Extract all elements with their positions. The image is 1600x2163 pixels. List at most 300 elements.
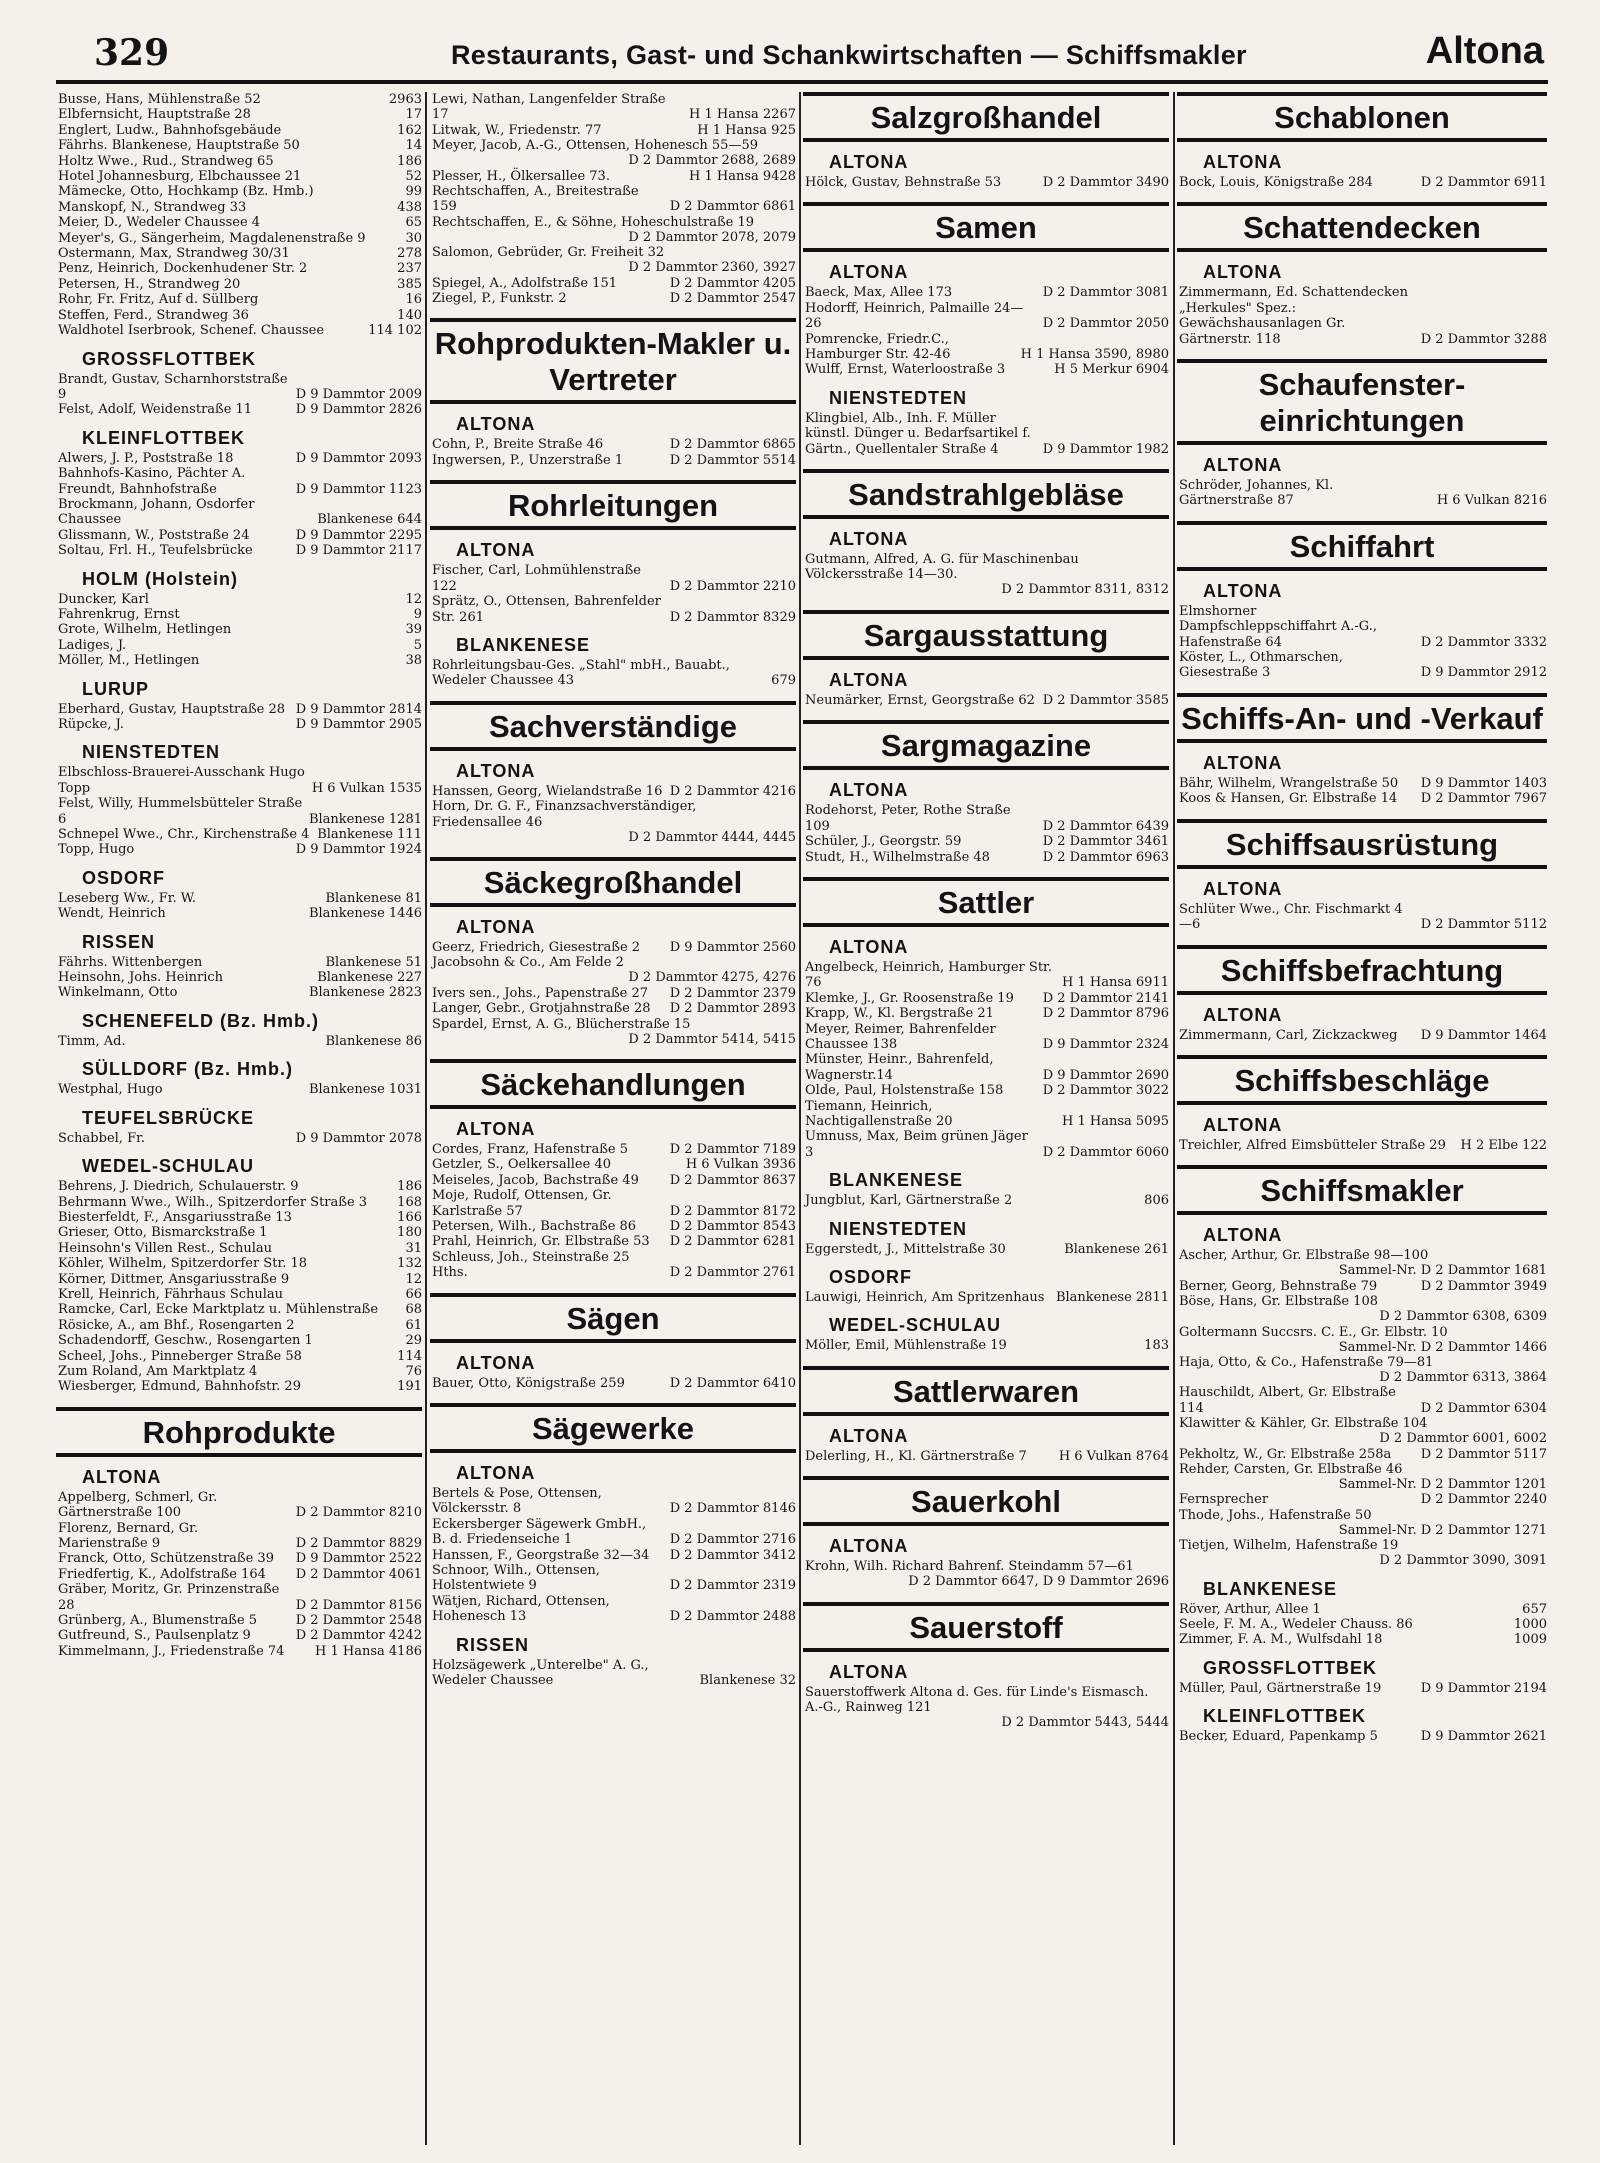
listing-phone: Sammel-Nr. D 2 Dammtor 1466 <box>1338 1339 1547 1355</box>
locality-heading: ALTONA <box>82 1466 162 1487</box>
listing-phone: 385 <box>397 276 422 292</box>
locality-heading: KLEINFLOTTBEK <box>82 427 245 448</box>
listing-name: Bahnhofs-Kasino, Pächter A. Freundt, Bahnhofstraße <box>58 466 246 497</box>
listing-phone: D 2 Dammtor 4216 <box>669 783 796 799</box>
listing-entry <box>1177 1617 1547 1632</box>
listing-phone: D 2 Dammtor 8156 <box>295 1597 422 1613</box>
category-banner: Schaufenster-einrichtungen <box>1177 359 1547 445</box>
listing-phone: Sammel-Nr. D 2 Dammtor 1201 <box>1338 1476 1547 1492</box>
listing-name: Meyer's, G., Sängerheim, Magdalenenstraße 9 <box>58 230 366 246</box>
listing-phone: D 2 Dammtor 8637 <box>669 1172 796 1188</box>
listing-entry <box>56 702 422 717</box>
listing-phone: D 2 Dammtor 8311, 8312 <box>1001 582 1169 598</box>
listing-entry <box>56 1225 422 1240</box>
listing-phone: D 9 Dammtor 2295 <box>295 527 422 543</box>
listing-entry <box>1177 478 1547 509</box>
listing-phone: H 6 Vulkan 8216 <box>1436 493 1547 509</box>
listing-phone: D 9 Dammtor 2690 <box>1042 1067 1169 1083</box>
listing-name: Fährhs. Blankenese, Hauptstraße 50 <box>58 138 300 154</box>
listing-name: Grote, Wilhelm, Hetlingen <box>58 622 232 638</box>
listing-phone: D 9 Dammtor 2621 <box>1420 1729 1547 1745</box>
listing-entry <box>56 261 422 276</box>
listing-phone: D 2 Dammtor 2547 <box>669 291 796 307</box>
listing-name: Krell, Heinrich, Fährhaus Schulau <box>58 1286 284 1302</box>
listing-phone: D 2 Dammtor 6865 <box>669 437 796 453</box>
listing-phone: D 2 Dammtor 8210 <box>295 1505 422 1521</box>
listing-entry <box>1177 1447 1547 1462</box>
listing-name: Ladiges, J. <box>58 637 127 653</box>
listing-name: Salomon, Gebrüder, Gr. Freiheit 32 <box>432 245 665 261</box>
listing-entry <box>803 362 1169 377</box>
listing-entry <box>56 528 422 543</box>
listing-entry <box>56 138 422 153</box>
listing-phone: D 2 Dammtor 3461 <box>1042 834 1169 850</box>
listing-entry <box>1177 1294 1547 1324</box>
listing-name: Leseberg Ww., Fr. W. <box>58 890 197 906</box>
listing-entry <box>56 1082 422 1097</box>
listing-entry <box>430 1157 796 1172</box>
listing-phone: H 6 Vulkan 1535 <box>311 780 422 796</box>
locality-heading: ALTONA <box>829 1536 909 1557</box>
category-banner: Säckehandlungen <box>430 1059 796 1109</box>
listing-phone: 180 <box>397 1225 422 1241</box>
listing-entry <box>430 1017 796 1047</box>
listing-name: Meiseles, Jacob, Bachstraße 49 <box>432 1172 639 1188</box>
listing-phone: Blankenese 644 <box>317 512 422 528</box>
listing-entry <box>803 1449 1169 1464</box>
listing-phone: D 9 Dammtor 1924 <box>295 842 422 858</box>
listing-entry <box>430 1548 796 1563</box>
listing-phone: 39 <box>405 622 422 638</box>
listing-phone: D 2 Dammtor 5514 <box>669 452 796 468</box>
listing-entry <box>56 1333 422 1348</box>
listing-phone: H 2 Elbe 122 <box>1460 1137 1547 1153</box>
listing-phone: 12 <box>405 1271 422 1287</box>
listing-phone: D 2 Dammtor 6861 <box>669 199 796 215</box>
listing-phone: D 2 Dammtor 2761 <box>669 1265 796 1281</box>
listing-name: Prahl, Heinrich, Gr. Elbstraße 53 <box>432 1234 650 1250</box>
listing-phone: D 2 Dammtor 6060 <box>1042 1144 1169 1160</box>
listing-name: Heinsohn, Johs. Heinrich <box>58 970 224 986</box>
listing-phone: D 2 Dammtor 2240 <box>1420 1492 1547 1508</box>
listing-phone: D 2 Dammtor 5117 <box>1420 1446 1547 1462</box>
listing-phone: Sammel-Nr. D 2 Dammtor 1271 <box>1338 1522 1547 1538</box>
listing-phone: D 2 Dammtor 8329 <box>669 609 796 625</box>
listing-name: Westphal, Hugo <box>58 1082 163 1098</box>
listing-phone: 114 102 <box>368 323 422 339</box>
locality-heading: ALTONA <box>456 540 536 561</box>
listing-entry <box>803 552 1169 598</box>
listing-phone: D 2 Dammtor 5414, 5415 <box>628 1031 796 1047</box>
category-banner: Sägen <box>430 1293 796 1343</box>
listing-phone: D 9 Dammtor 2560 <box>669 939 796 955</box>
listing-entry <box>56 765 422 796</box>
listing-entry <box>803 991 1169 1006</box>
listing-entry <box>803 1338 1169 1353</box>
listing-entry <box>56 1210 422 1225</box>
listing-entry <box>803 1242 1169 1257</box>
listing-name: Englert, Ludw., Bahnhofsgebäude <box>58 122 282 138</box>
listing-phone: Blankenese 1446 <box>308 906 422 922</box>
listing-phone: Sammel-Nr. D 2 Dammtor 1681 <box>1338 1263 1547 1279</box>
listing-entry <box>56 827 422 842</box>
listing-phone: 166 <box>397 1209 422 1225</box>
listing-entry <box>56 277 422 292</box>
listing-phone: D 2 Dammtor 6308, 6309 <box>1379 1309 1547 1325</box>
listing-phone: D 2 Dammtor 6439 <box>1042 818 1169 834</box>
listing-entry <box>803 1559 1169 1589</box>
listing-name: Zum Roland, Am Marktplatz 4 <box>58 1363 258 1379</box>
listing-phone: D 9 Dammtor 2905 <box>295 717 422 732</box>
listing-phone: Blankenese 86 <box>325 1033 422 1049</box>
listing-name: Pomrencke, Friedr.C., Hamburger Str. 42-46 <box>805 331 951 363</box>
listing-name: Krapp, W., Kl. Bergstraße 21 <box>805 1006 994 1022</box>
listing-entry <box>56 1613 422 1628</box>
listing-phone: 9 <box>413 606 422 622</box>
listing-name: Gräber, Moritz, Gr. Prinzenstraße 28 <box>58 1582 280 1613</box>
listing-name: Cordes, Franz, Hafenstraße 5 <box>432 1141 629 1157</box>
listing-entry <box>56 717 422 732</box>
listing-entry <box>56 592 422 607</box>
listing-name: Olde, Paul, Holstenstraße 158 <box>805 1083 1004 1099</box>
listing-phone: D 2 Dammtor 2319 <box>669 1578 796 1594</box>
locality-heading: NIENSTEDTEN <box>82 742 221 763</box>
listing-entry <box>56 107 422 122</box>
listing-phone: D 2 Dammtor 2141 <box>1042 990 1169 1006</box>
listing-name: Wendt, Heinrich <box>58 906 166 922</box>
listing-entry <box>803 960 1169 991</box>
listing-entry <box>430 955 796 985</box>
listing-entry <box>430 245 796 275</box>
listing-entry <box>56 372 422 403</box>
category-banner: Sauerstoff <box>803 1602 1169 1652</box>
listing-phone: 679 <box>771 673 796 689</box>
listing-name: Berner, Georg, Behnstraße 79 <box>1179 1278 1378 1294</box>
listing-name: Tietjen, Wilhelm, Hafenstraße 19 <box>1179 1538 1399 1554</box>
listing-name: Schadendorff, Geschw., Rosengarten 1 <box>58 1333 313 1349</box>
locality-heading: SÜLLDORF (Bz. Hmb.) <box>82 1059 293 1080</box>
category-banner: Sargausstattung <box>803 610 1169 660</box>
listing-name: Busse, Hans, Mühlenstraße 52 <box>58 92 261 107</box>
listing-entry <box>803 1052 1169 1083</box>
listing-phone: 114 <box>397 1348 422 1364</box>
listing-entry <box>430 1563 796 1594</box>
listing-phone: 14 <box>405 138 422 154</box>
listing-entry <box>430 1486 796 1517</box>
listing-name: Studt, H., Wilhelmstraße 48 <box>805 849 990 865</box>
listing-phone: D 9 Dammtor 1982 <box>1042 441 1169 457</box>
listing-phone: 237 <box>397 261 422 277</box>
listing-phone: 17 <box>405 107 422 123</box>
listing-phone: D 2 Dammtor 6410 <box>669 1375 796 1391</box>
listing-name: Timm, Ad. <box>58 1033 126 1049</box>
listing-phone: D 2 Dammtor 7189 <box>669 1141 796 1157</box>
category-banner: Rohprodukten-Makler u. Vertreter <box>430 318 796 404</box>
listing-name: Waldhotel Iserbrook, Schenef. Chaussee <box>58 323 325 339</box>
listing-name: Ziegel, P., Funkstr. 2 <box>432 291 567 307</box>
listing-name: Langer, Gebr., Grotjahnstraße 28 <box>432 1001 651 1017</box>
listing-entry <box>56 123 422 138</box>
listing-name: Alwers, J. P., Poststraße 18 <box>58 450 234 466</box>
listing-name: Holtz Wwe., Rud., Strandweg 65 <box>58 153 274 169</box>
listing-entry <box>56 842 422 857</box>
listing-name: Wulff, Ernst, Waterloostraße 3 <box>805 362 1006 378</box>
listing-phone: 278 <box>397 246 422 262</box>
listing-name: Hodorff, Heinrich, Palmaille 24—26 <box>805 300 1024 332</box>
listing-name: Hanssen, Georg, Wielandstraße 16 <box>432 783 663 799</box>
category-banner: Schiffsausrüstung <box>1177 819 1547 869</box>
listing-phone: Blankenese 32 <box>699 1673 796 1689</box>
page-number: 329 <box>94 32 170 74</box>
listing-entry <box>56 1318 422 1333</box>
listing-phone: 1009 <box>1513 1632 1547 1648</box>
listing-entry <box>1177 1325 1547 1355</box>
listing-phone: Blankenese 1281 <box>308 811 422 827</box>
listing-name: Plesser, H., Ölkersallee 73. <box>432 168 610 184</box>
listing-name: Sprätz, O., Ottensen, Bahrenfelder Str. 261 <box>432 594 661 625</box>
listing-name: Neumärker, Ernst, Georgstraße 62 <box>805 692 1035 708</box>
listing-entry <box>803 1083 1169 1098</box>
listing-phone: H 6 Vulkan 8764 <box>1058 1448 1169 1464</box>
listing-phone: H 1 Hansa 5095 <box>1062 1113 1169 1129</box>
listing-entry <box>56 1490 422 1521</box>
locality-heading: ALTONA <box>1203 1114 1283 1135</box>
listing-name: Duncker, Karl <box>58 591 149 607</box>
listing-entry <box>1177 175 1547 190</box>
listing-name: Elbschloss-Brauerei-Ausschank Hugo Topp <box>58 765 305 796</box>
listing-phone: D 2 Dammtor 5443, 5444 <box>1001 1715 1169 1731</box>
listing-entry <box>803 1129 1169 1160</box>
listing-name: Meier, D., Wedeler Chaussee 4 <box>58 215 261 231</box>
listing-phone: 38 <box>405 653 422 669</box>
listing-name: Cohn, P., Breite Straße 46 <box>432 437 604 453</box>
listing-entry <box>56 246 422 261</box>
listing-entry <box>803 1099 1169 1130</box>
listing-phone: 76 <box>405 1363 422 1379</box>
listing-entry <box>56 1551 422 1566</box>
listing-phone: D 2 Dammtor 8146 <box>669 1501 796 1517</box>
listing-entry <box>56 638 422 653</box>
listing-entry <box>56 796 422 827</box>
listing-phone: 140 <box>397 307 422 323</box>
listing-entry <box>430 940 796 955</box>
listing-phone: 186 <box>397 153 422 169</box>
listing-name: Rohr, Fr. Fritz, Auf d. Süllberg <box>58 292 259 308</box>
listing-name: Pekholtz, W., Gr. Elbstraße 258a <box>1179 1446 1392 1462</box>
locality-heading: GROSSFLOTTBEK <box>1203 1657 1377 1678</box>
locality-heading: RISSEN <box>82 931 156 952</box>
listing-entry <box>803 693 1169 708</box>
listing-name: Fährhs. Wittenbergen <box>58 954 203 970</box>
locality-heading: ALTONA <box>1203 752 1283 773</box>
listing-phone: D 9 Dammtor 2324 <box>1042 1036 1169 1052</box>
listing-entry <box>56 308 422 323</box>
category-banner: Sachverständige <box>430 701 796 751</box>
listing-entry <box>430 1001 796 1016</box>
listing-name: Ostermann, Max, Strandweg 30/31 <box>58 246 290 262</box>
listing-name: Moje, Rudolf, Ottensen, Gr. Karlstraße 57 <box>432 1188 612 1219</box>
listing-name: Rechtschaffen, A., Breitestraße 159 <box>432 184 639 215</box>
listing-phone: D 2 Dammtor 6304 <box>1420 1400 1547 1416</box>
locality-heading: OSDORF <box>829 1267 913 1287</box>
listing-name: Lewi, Nathan, Langenfelder Straße 17 <box>432 92 666 123</box>
locality-heading: ALTONA <box>456 1118 536 1139</box>
listing-name: Grieser, Otto, Bismarckstraße 1 <box>58 1225 268 1241</box>
listing-name: Sauerstoffwerk Altona d. Ges. für Linde's Eismasch. A.-G., Rainweg 121 <box>805 1684 1149 1716</box>
listing-entry <box>56 970 422 985</box>
listing-name: Steffen, Ferd., Strandweg 36 <box>58 307 249 323</box>
listing-name: Zimmermann, Ed. Schattendecken „Herkules" Spez.: Gewächshausanlagen Gr. Gärtnerstr. 118 <box>1179 285 1408 347</box>
listing-name: Eggerstedt, J., Mittelstraße 30 <box>805 1241 1006 1257</box>
listing-phone: Blankenese 2811 <box>1055 1290 1169 1305</box>
listing-phone: H 1 Hansa 4186 <box>315 1643 422 1659</box>
listing-name: Rohrleitungsbau-Ges. „Stahl" mbH., Bauabt., Wedeler Chaussee 43 <box>432 657 730 689</box>
category-banner: Salzgroßhandel <box>803 92 1169 142</box>
listing-phone: D 9 Dammtor 2117 <box>295 543 422 559</box>
listing-entry <box>56 1364 422 1379</box>
listing-entry <box>430 1658 796 1689</box>
listing-entry <box>56 231 422 246</box>
listing-entry <box>56 1256 422 1271</box>
listing-phone: 162 <box>397 122 422 138</box>
listing-name: Schabbel, Fr. <box>58 1130 146 1146</box>
listing-entry <box>56 169 422 184</box>
locality-heading: ALTONA <box>456 760 536 781</box>
listing-entry <box>56 323 422 338</box>
listing-name: Heinsohn's Villen Rest., Schulau <box>58 1240 272 1256</box>
listing-entry <box>803 411 1169 457</box>
listing-entry <box>1177 650 1547 681</box>
listing-entry <box>56 92 422 107</box>
listing-entry <box>430 291 796 306</box>
listing-name: Holzsägewerk „Unterelbe" A. G., Wedeler Chaussee <box>432 1657 649 1689</box>
listing-entry <box>430 1234 796 1249</box>
listing-phone: D 2 Dammtor 3288 <box>1420 331 1547 347</box>
listing-phone: D 9 Dammtor 2826 <box>295 402 422 418</box>
listing-phone: D 9 Dammtor 1403 <box>1420 775 1547 791</box>
listing-phone: D 2 Dammtor 8796 <box>1042 1006 1169 1022</box>
listing-entry <box>56 1582 422 1613</box>
listing-entry <box>56 543 422 558</box>
locality-heading: ALTONA <box>1203 1004 1283 1025</box>
listing-name: Röver, Arthur, Allee 1 <box>1179 1601 1321 1617</box>
listing-entry <box>56 1241 422 1256</box>
listing-name: Winkelmann, Otto <box>58 985 178 1001</box>
listing-entry <box>56 1567 422 1582</box>
locality-heading: ALTONA <box>1203 878 1283 899</box>
listing-name: Bauer, Otto, Königstraße 259 <box>432 1375 625 1391</box>
listing-entry <box>56 1272 422 1287</box>
listing-entry <box>1177 1416 1547 1446</box>
listing-phone: 191 <box>397 1379 422 1395</box>
listing-entry <box>1177 1385 1547 1416</box>
listing-entry <box>803 1006 1169 1021</box>
listing-name: Friedfertig, K., Adolfstraße 164 <box>58 1566 266 1582</box>
listing-name: Getzler, S., Oelkersallee 40 <box>432 1157 611 1173</box>
listing-entry <box>1177 1028 1547 1043</box>
listing-phone: D 2 Dammtor 4275, 4276 <box>628 970 796 986</box>
listing-entry <box>56 1644 422 1659</box>
listing-name: Behrmann Wwe., Wilh., Spitzerdorfer Straße 3 <box>58 1194 368 1210</box>
listing-name: Brockmann, Johann, Osdorfer Chaussee <box>58 496 255 528</box>
listing-entry <box>56 451 422 466</box>
listing-name: Möller, M., Hetlingen <box>58 653 200 669</box>
listing-entry <box>803 1290 1169 1305</box>
listing-name: Ingwersen, P., Unzerstraße 1 <box>432 452 624 468</box>
listing-entry <box>803 285 1169 300</box>
locality-heading: ALTONA <box>829 529 909 550</box>
listing-phone: D 2 Dammtor 3585 <box>1042 692 1169 708</box>
listing-name: Baeck, Max, Allee 173 <box>805 285 953 301</box>
listing-entry <box>1177 776 1547 791</box>
locality-heading: ALTONA <box>456 414 536 435</box>
locality-heading: NIENSTEDTEN <box>829 1218 968 1239</box>
listing-phone: Blankenese 111 <box>317 827 422 843</box>
listing-phone: H 1 Hansa 6911 <box>1062 975 1169 991</box>
listing-entry <box>56 466 422 497</box>
listing-entry <box>1177 1538 1547 1568</box>
listing-phone: D 2 Dammtor 6313, 3864 <box>1379 1369 1547 1385</box>
listing-phone: D 2 Dammtor 8543 <box>669 1219 796 1234</box>
listing-name: Goltermann Succsrs. C. E., Gr. Elbstr. 10 <box>1179 1324 1448 1340</box>
listing-phone: Blankenese 1031 <box>308 1082 422 1098</box>
listing-phone: D 2 Dammtor 6963 <box>1042 849 1169 865</box>
locality-heading: ALTONA <box>829 1661 909 1682</box>
listing-entry <box>56 653 422 668</box>
locality-heading: GROSSFLOTTBEK <box>82 348 256 369</box>
listing-phone: 99 <box>405 184 422 200</box>
listing-name: Ivers sen., Johs., Papenstraße 27 <box>432 985 649 1001</box>
listing-name: Schleuss, Joh., Steinstraße 25 Hths. <box>432 1249 630 1281</box>
listing-phone: D 2 Dammtor 4205 <box>669 275 796 291</box>
running-title: Restaurants, Gast- und Schankwirtschaften — Schiffsmakler <box>451 40 1247 70</box>
listing-name: Umnuss, Max, Beim grünen Jäger 3 <box>805 1129 1028 1160</box>
listing-phone: D 2 Dammtor 4061 <box>295 1566 422 1582</box>
listing-entry <box>56 985 422 1000</box>
listing-name: Wätjen, Richard, Ottensen, Hohenesch 13 <box>432 1593 610 1625</box>
listing-name: Schröder, Johannes, Kl. Gärtnerstraße 87 <box>1179 478 1334 509</box>
listing-phone: 66 <box>405 1286 422 1302</box>
locality-heading: ALTONA <box>829 936 909 957</box>
listing-phone: D 2 Dammtor 4444, 4445 <box>628 829 796 845</box>
listing-entry <box>430 1250 796 1281</box>
listing-entry <box>56 1521 422 1552</box>
listing-entry <box>430 1219 796 1234</box>
listing-name: Delerling, H., Kl. Gärtnerstraße 7 <box>805 1448 1027 1464</box>
listing-phone: D 2 Dammtor 2688, 2689 <box>628 153 796 169</box>
listing-entry <box>803 1685 1169 1731</box>
category-banner: Sägewerke <box>430 1403 796 1453</box>
listing-name: Felst, Adolf, Weidenstraße 11 <box>58 402 253 418</box>
listing-name: Möller, Emil, Mühlenstraße 19 <box>805 1338 1007 1354</box>
listing-entry <box>1177 1681 1547 1696</box>
listing-name: Eckersberger Sägewerk GmbH., B. d. Friedenseiche 1 <box>432 1516 647 1548</box>
directory-column-2 <box>430 92 796 2145</box>
listing-phone: D 9 Dammtor 2078 <box>295 1130 422 1146</box>
listing-phone: D 9 Dammtor 2814 <box>295 701 422 717</box>
listing-phone: D 2 Dammtor 3090, 3091 <box>1379 1553 1547 1569</box>
listing-name: Körner, Dittmer, Ansgariusstraße 9 <box>58 1271 290 1287</box>
listing-name: Ascher, Arthur, Gr. Elbstraße 98—100 <box>1179 1248 1429 1264</box>
listing-entry <box>430 184 796 215</box>
listing-phone: 12 <box>405 591 422 607</box>
listing-phone: D 2 Dammtor 3022 <box>1042 1083 1169 1099</box>
category-banner: Säckegroßhandel <box>430 857 796 907</box>
listing-entry <box>1177 902 1547 933</box>
listing-name: Geerz, Friedrich, Giesestraße 2 <box>432 939 641 955</box>
listing-entry <box>803 803 1169 834</box>
listing-entry <box>430 1188 796 1219</box>
